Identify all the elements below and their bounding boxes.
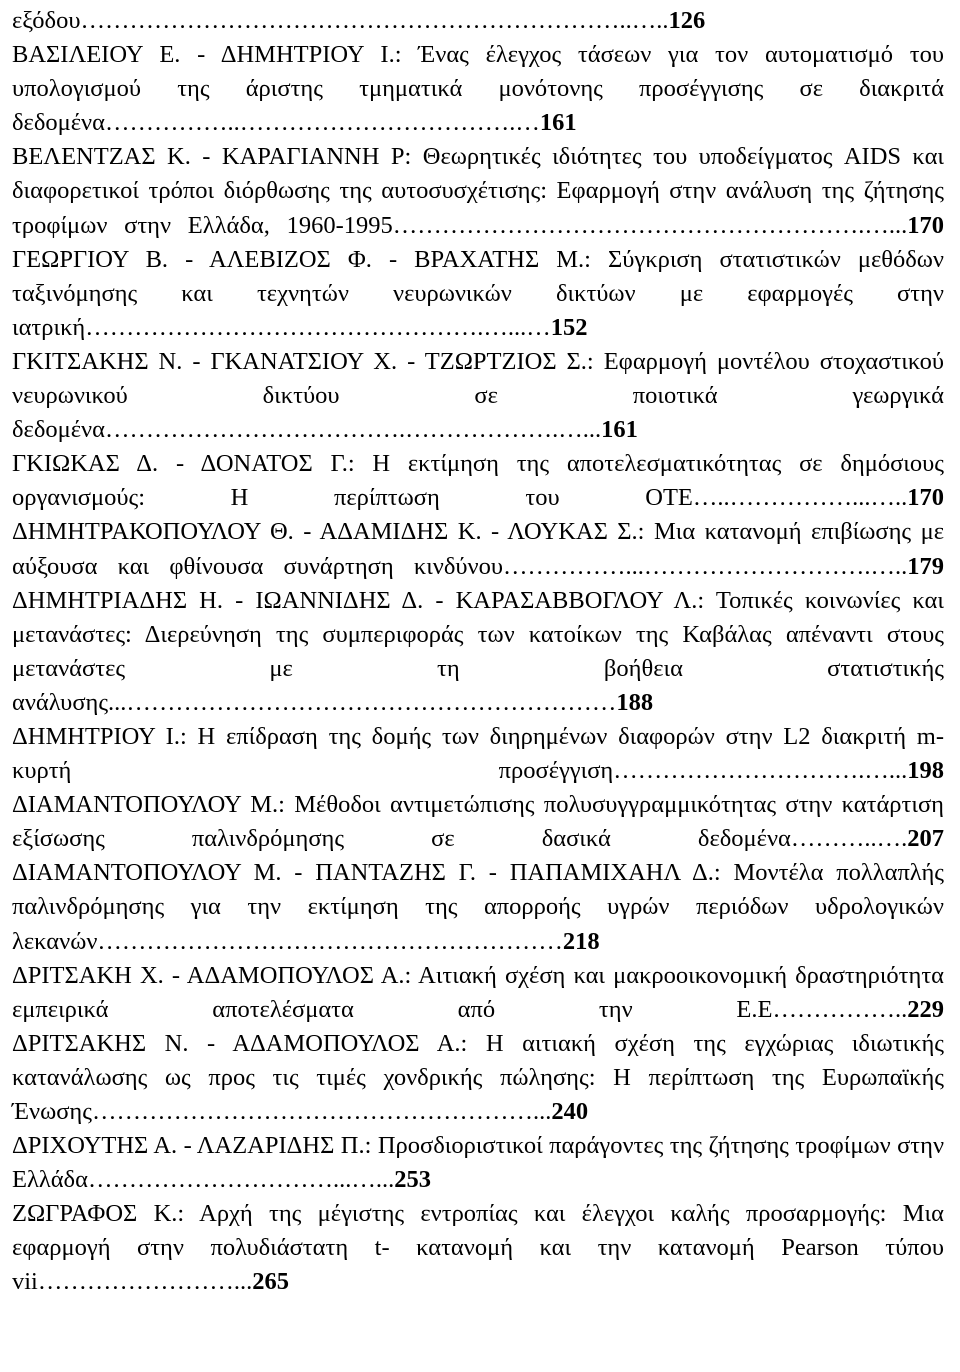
entry-page-number: 179	[907, 552, 944, 580]
entry-leader-dots: …..……………...…..	[692, 484, 908, 512]
entry-leader-dots: …………………………………………………	[97, 927, 563, 955]
entry-authors: ΒΕΛΕΝΤΖΑΣ Κ. - ΚΑΡΑΓΙΑΝΝΗ Ρ:	[12, 143, 412, 171]
entry-page-number: 126	[668, 7, 706, 34]
entry-title: Η επίδραση της δομής των διηρημένων διαφορών στην L2 διακριτή m-κυρτή προσέγγιση	[12, 722, 944, 785]
entry-leader-dots: ……………...……………………….…..	[503, 552, 908, 580]
entry-title: Η εκτίμηση της αποτελεσματικότητας σε δημόσιους οργανισμούς: Η περίπτωση του ΟΤΕ	[12, 450, 944, 512]
entry-title: Ένας έλεγχος τάσεων για τον αυτοματισμό του υπολογισμού της άριστης τμηματικά μονότονης προσέγγισης σε διακριτά δεδομένα	[12, 41, 944, 137]
entry-title: Η αιτιακή σχέση της εγχώριας ιδιωτικής κατανάλωσης ως προς τις τιμές χονδρικής πώλησης: Η περίπτωση της Ευρωπαϊκής Ένωσης	[12, 1029, 944, 1125]
entry-authors: ΔΗΜΗΤΡΑΚΟΠΟΥΛΟΥ Θ. - ΑΔΑΜΙΔΗΣ Κ. - ΛΟΥΚΑΣ Σ.:	[12, 518, 645, 546]
index-entry	[12, 1129, 944, 1197]
entry-leader-dots: ………………………………………………...	[91, 1098, 552, 1125]
entry-page-number: 218	[562, 927, 600, 955]
entry-page-number: 161	[601, 416, 638, 444]
entry-leader-dots: ……………………...	[37, 1268, 253, 1296]
entry-authors: ΔΡΙΤΣΑΚΗ Χ. - ΑΔΑΜΟΠΟΥΛΟΣ Α.:	[12, 961, 412, 989]
entry-authors: ΔΗΜΗΤΡΙΑΔΗΣ Η. - ΙΩΑΝΝΙΔΗΣ Δ. - ΚΑΡΑΣΑΒΒΟΓΛΟΥ Λ.:	[12, 586, 705, 614]
index-entry	[12, 856, 944, 958]
entry-leader-dots: ……………..	[772, 995, 908, 1023]
index-entry	[12, 243, 944, 345]
entry-authors: ΓΚΙΤΣΑΚΗΣ Ν. - ΓΚΑΝΑΤΣΙΟΥ Χ. - ΤΖΩΡΤΖΙΟΣ Σ.:	[12, 347, 594, 375]
index-entry	[12, 720, 944, 788]
entry-authors: ΒΑΣΙΛΕΙΟΥ Ε. - ΔΗΜΗΤΡΙΟΥ Ι.:	[12, 41, 402, 69]
entry-title: Αρχή της μέγιστης εντροπίας και έλεγχοι καλής προσαρμογής: Μια εφαρμογή στην πολυδιάστατη t- κατανομή και την κατανομή Pearson τύπου vii	[12, 1200, 944, 1296]
entry-title: Σύγκριση στατιστικών μεθόδων ταξινόμησης και τεχνητών νευρωνικών δικτύων με εφαρμογές στην ιατρική	[12, 245, 944, 341]
entry-page-number: 240	[551, 1098, 589, 1125]
entry-page-number: 170	[907, 484, 944, 512]
entry-page-number: 253	[394, 1166, 431, 1194]
entry-authors: ΖΩΓΡΑΦΟΣ Κ.:	[12, 1200, 185, 1228]
entry-leader-dots: ………..….	[790, 825, 908, 853]
entry-authors: ΔΙΑΜΑΝΤΟΠΟΥΛΟΥ Μ. - ΠΑΝΤΑΖΗΣ Γ. - ΠΑΠΑΜΙΧΑΗΛ Δ.:	[12, 859, 721, 887]
entry-title: Προσδιοριστικοί παράγοντες της ζήτησης τροφίμων στην Ελλάδα	[12, 1132, 945, 1194]
entry-title: Μοντέλα πολλαπλής παλινδρόμησης για την εκτίμηση της απορροής υγρών περιόδων υδρολογικών λεκανών	[12, 859, 944, 955]
index-entry	[12, 447, 944, 515]
entry-leader-dots: ……………..…………………………….…	[104, 109, 540, 137]
entry-leader-dots: ………………………………………….…...…	[85, 313, 551, 341]
entry-page-number: 161	[539, 109, 577, 137]
entry-leader-dots: …………………………...…...	[87, 1166, 395, 1194]
entry-title: Μια κατανομή επιβίωσης με αύξουσα και φθίνουσα συνάρτηση κινδύνου	[12, 518, 944, 580]
entry-page-number: 265	[252, 1268, 289, 1296]
entry-title: Τοπικές κοινωνίες και μετανάστες: Διερεύνηση της συμπεριφοράς των κατοίκων της Καβάλας απέναντι στους μετανάστες με τη βοήθεια στατιστικής ανάλυσης	[12, 586, 944, 716]
entry-page-number: 170	[907, 211, 944, 239]
entry-page-number: 152	[550, 313, 588, 341]
entry-leader-dots: …………………………………………………………..…..	[80, 7, 669, 34]
entry-leader-dots: ………………………….…...	[613, 757, 908, 785]
entry-page-number: 188	[616, 688, 654, 716]
index-entry	[12, 38, 944, 140]
entry-title: Μέθοδοι αντιμετώπισης πολυσυγγραμμικότητας στην κατάρτιση εξίσωσης παλινδρόμησης σε δασικά δεδομένα	[12, 791, 944, 853]
entry-page-number: 229	[907, 995, 944, 1023]
entry-authors: ΔΡΙΧΟΥΤΗΣ Α. - ΛΑΖΑΡΙΔΗΣ Π.:	[12, 1132, 372, 1160]
entry-leader-dots: ………………………………………………….…...	[392, 211, 908, 239]
index-entry	[12, 345, 944, 447]
entry-title: Εφαρμογή μοντέλου στοχαστικού νευρωνικού δικτύου σε ποιοτικά γεωργικά δεδομένα	[12, 347, 945, 444]
index-entry	[12, 140, 944, 242]
entry-leader-dots: ...……………………………………………………	[108, 688, 617, 716]
entry-authors: ΔΡΙΤΣΑΚΗΣ Ν. - ΑΔΑΜΟΠΟΥΛΟΣ Α.:	[12, 1029, 468, 1057]
entry-authors: ΔΗΜΗΤΡΙΟΥ Ι.:	[12, 722, 187, 750]
entry-authors: ΓΕΩΡΓΙΟΥ Β. - ΑΛΕΒΙΖΟΣ Φ. - ΒΡΑΧΑΤΗΣ Μ.:	[12, 245, 591, 273]
index-entry	[12, 515, 944, 583]
index-entry	[12, 584, 944, 720]
entry-page-number: 207	[907, 825, 944, 853]
index-entry	[12, 1027, 944, 1129]
entry-page-number: 198	[907, 757, 944, 785]
entry-title: Θεωρητικές ιδιότητες του υποδείγματος AIDS και διαφορετικοί τρόποι διόρθωσης της αυτοσυσχέτισης: Εφαρμογή στην ανάλυση της ζήτησης τροφίμων στην Ελλάδα, 1960-1995	[12, 143, 944, 239]
index-entry	[12, 788, 944, 856]
index-entry	[12, 959, 944, 1027]
index-entry	[12, 1197, 944, 1299]
entry-title: εξόδου	[12, 7, 81, 34]
entry-authors: ΓΚΙΩΚΑΣ Δ. - ΔΟΝΑΤΟΣ Γ.:	[12, 450, 355, 478]
index-entry	[12, 4, 944, 38]
entry-title: Αιτιακή σχέση και μακροοικονομική δραστηριότητα εμπειρικά αποτελέσματα από την Ε.Ε	[12, 961, 945, 1023]
entry-leader-dots: ……………………………….……………….…...	[104, 416, 602, 444]
entry-authors: ΔΙΑΜΑΝΤΟΠΟΥΛΟΥ Μ.:	[12, 791, 285, 819]
